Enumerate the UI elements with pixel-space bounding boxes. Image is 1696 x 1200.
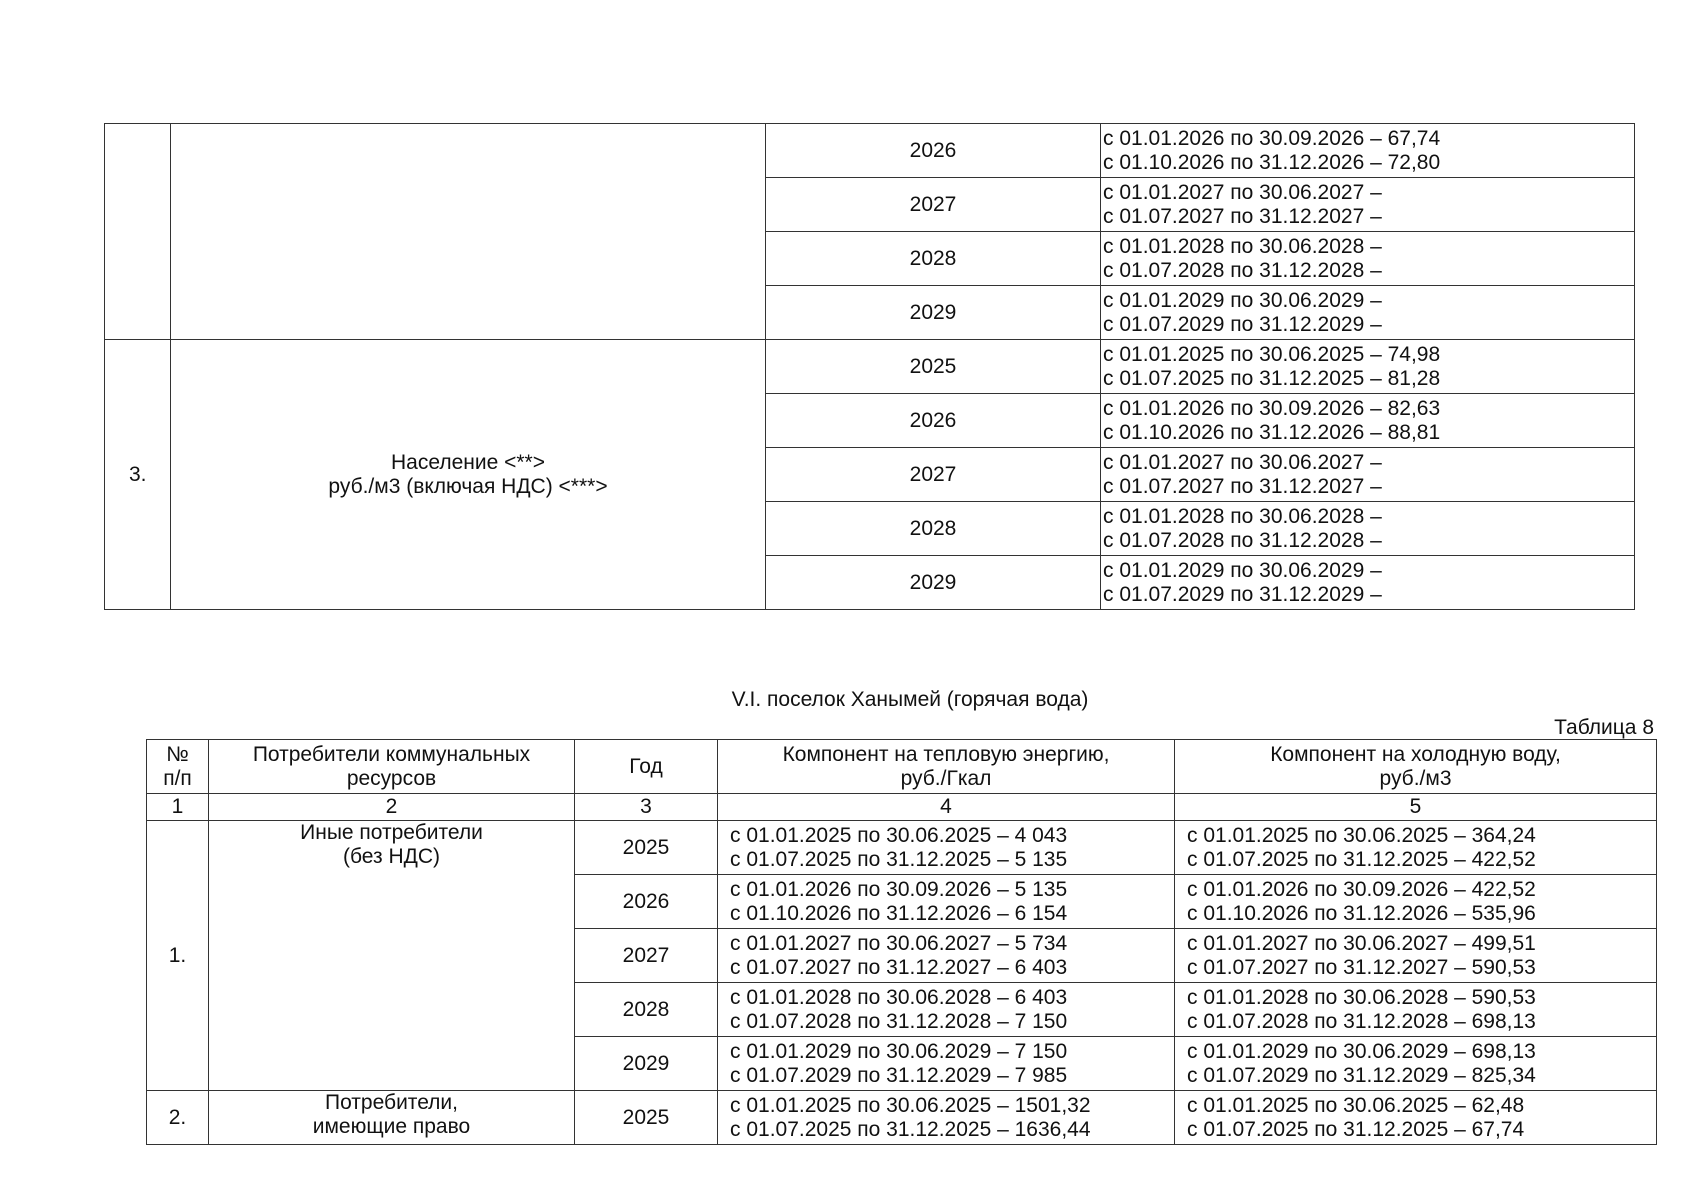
header-consumers [209, 740, 575, 794]
column-index: 5 [1175, 794, 1657, 821]
tariff-cell [1101, 394, 1635, 448]
tariff-line: с 01.01.2028 по 30.06.2028 – 590,53 [1187, 985, 1536, 1009]
consumer-name: имеющие право [312, 1115, 471, 1138]
column-index-row [147, 794, 1657, 821]
tariff-cell [1101, 502, 1635, 556]
consumer-name: (без НДС) [342, 845, 440, 868]
header-consumers-line: Потребители коммунальных [252, 742, 531, 766]
tariff-cell [1101, 286, 1635, 340]
heat-tariff-cell [718, 983, 1175, 1037]
year-cell: 2029 [575, 1037, 718, 1091]
header-water-line: Компонент на холодную воду, [1270, 742, 1561, 766]
year-cell: 2026 [766, 394, 1101, 448]
table-row [147, 821, 1657, 875]
header-consumers-line: ресурсов [346, 766, 437, 790]
tariff-line: с 01.10.2026 по 31.12.2026 – 88,81 [1103, 420, 1441, 444]
year-cell: 2029 [766, 556, 1101, 610]
tariff-line: с 01.07.2025 по 31.12.2025 – 81,28 [1103, 366, 1441, 390]
tariff-line: с 01.07.2029 по 31.12.2029 – 825,34 [1187, 1063, 1536, 1087]
consumer-cell [171, 124, 766, 340]
tariff-line: с 01.01.2026 по 30.09.2026 – 422,52 [1187, 877, 1536, 901]
water-tariff-cell [1175, 875, 1657, 929]
tariff-line: с 01.07.2025 по 31.12.2025 – 67,74 [1187, 1117, 1525, 1141]
tariff-line: с 01.07.2028 по 31.12.2028 – [1103, 528, 1382, 552]
tariff-line: с 01.10.2026 по 31.12.2026 – 535,96 [1187, 901, 1536, 925]
tariff-cell [1101, 232, 1635, 286]
tariff-line: с 01.07.2029 по 31.12.2029 – [1103, 582, 1382, 606]
tariff-line: с 01.07.2028 по 31.12.2028 – 698,13 [1187, 1009, 1536, 1033]
tariff-line: с 01.01.2029 по 30.06.2029 – 7 150 [730, 1039, 1068, 1063]
year-cell: 2025 [575, 821, 718, 875]
tariff-table-8 [146, 739, 1657, 1145]
year-cell: 2029 [766, 286, 1101, 340]
table-row [105, 124, 1635, 178]
tariff-line: с 01.01.2028 по 30.06.2028 – [1103, 504, 1382, 528]
heat-tariff-cell [718, 821, 1175, 875]
tariff-cell [1101, 340, 1635, 394]
tariff-line: с 01.07.2029 по 31.12.2029 – 7 985 [730, 1063, 1068, 1087]
water-tariff-cell [1175, 1091, 1657, 1145]
row-number-cell: 2. [147, 1091, 209, 1145]
row-number-cell: 1. [147, 821, 209, 1091]
section-title: V.I. поселок Ханымей (горячая вода) [731, 688, 1089, 711]
header-heat-component [718, 740, 1175, 794]
water-tariff-cell [1175, 1037, 1657, 1091]
tariff-line: с 01.01.2027 по 30.06.2027 – 499,51 [1187, 931, 1536, 955]
tariff-line: с 01.07.2025 по 31.12.2025 – 422,52 [1187, 847, 1536, 871]
tariff-line: с 01.01.2029 по 30.06.2029 – [1103, 558, 1382, 582]
header-water-line: руб./м3 [1379, 766, 1452, 790]
tariff-line: с 01.01.2027 по 30.06.2027 – 5 734 [730, 931, 1068, 955]
header-num-line: № [166, 742, 189, 766]
heat-tariff-cell [718, 875, 1175, 929]
header-row [147, 740, 1657, 794]
tariff-line: с 01.01.2028 по 30.06.2028 – [1103, 234, 1382, 258]
heat-tariff-cell [718, 929, 1175, 983]
tariff-line: с 01.01.2026 по 30.09.2026 – 82,63 [1103, 396, 1441, 420]
tariff-line: с 01.07.2029 по 31.12.2029 – [1103, 312, 1382, 336]
tariff-line: с 01.01.2027 по 30.06.2027 – [1103, 180, 1382, 204]
consumer-name: Потребители, [325, 1091, 458, 1114]
year-cell: 2025 [766, 340, 1101, 394]
tariff-line: с 01.07.2027 по 31.12.2027 – 6 403 [730, 955, 1068, 979]
consumer-cell [209, 821, 575, 1091]
tariff-line: с 01.07.2028 по 31.12.2028 – 7 150 [730, 1009, 1068, 1033]
row-number-cell: 3. [105, 340, 171, 610]
year-cell: 2027 [766, 178, 1101, 232]
water-tariff-cell [1175, 983, 1657, 1037]
tariff-line: с 01.07.2027 по 31.12.2027 – [1103, 204, 1382, 228]
tariff-line: с 01.01.2029 по 30.06.2029 – [1103, 288, 1382, 312]
consumer-name: Иные потребители [300, 821, 483, 844]
column-index: 3 [575, 794, 718, 821]
water-tariff-cell [1175, 929, 1657, 983]
header-water-component [1175, 740, 1657, 794]
tariff-line: с 01.07.2027 по 31.12.2027 – 590,53 [1187, 955, 1536, 979]
tariff-cell [1101, 448, 1635, 502]
year-cell: 2026 [575, 875, 718, 929]
tariff-line: с 01.01.2025 по 30.06.2025 – 4 043 [730, 823, 1068, 847]
year-cell: 2025 [575, 1091, 718, 1145]
year-cell: 2028 [766, 502, 1101, 556]
column-index: 4 [718, 794, 1175, 821]
tariff-line: с 01.07.2028 по 31.12.2028 – [1103, 258, 1382, 282]
consumer-name: Население <**> [391, 450, 545, 474]
consumer-cell [171, 340, 766, 610]
tariff-line: с 01.10.2026 по 31.12.2026 – 6 154 [730, 901, 1068, 925]
tariff-line: с 01.10.2026 по 31.12.2026 – 72,80 [1103, 150, 1441, 174]
table-row [105, 340, 1635, 394]
header-year: Год [575, 740, 718, 794]
year-cell: 2026 [766, 124, 1101, 178]
table-caption: Таблица 8 [1554, 716, 1654, 739]
tariff-table-continued [104, 123, 1635, 610]
tariff-line: с 01.01.2029 по 30.06.2029 – 698,13 [1187, 1039, 1536, 1063]
tariff-line: с 01.01.2028 по 30.06.2028 – 6 403 [730, 985, 1068, 1009]
year-cell: 2027 [766, 448, 1101, 502]
year-cell: 2027 [575, 929, 718, 983]
consumer-cell [209, 1091, 575, 1145]
heat-tariff-cell [718, 1037, 1175, 1091]
heat-tariff-cell [718, 1091, 1175, 1145]
tariff-line: с 01.01.2027 по 30.06.2027 – [1103, 450, 1382, 474]
column-index: 2 [209, 794, 575, 821]
year-cell: 2028 [766, 232, 1101, 286]
water-tariff-cell [1175, 821, 1657, 875]
year-cell: 2028 [575, 983, 718, 1037]
header-num [147, 740, 209, 794]
column-index: 1 [147, 794, 209, 821]
tariff-cell [1101, 178, 1635, 232]
tariff-line: с 01.01.2026 по 30.09.2026 – 67,74 [1103, 126, 1441, 150]
tariff-line: с 01.07.2025 по 31.12.2025 – 5 135 [730, 847, 1068, 871]
tariff-line: с 01.07.2027 по 31.12.2027 – [1103, 474, 1382, 498]
header-heat-line: руб./Гкал [900, 766, 992, 790]
tariff-line: с 01.07.2025 по 31.12.2025 – 1636,44 [730, 1117, 1091, 1141]
tariff-line: с 01.01.2025 по 30.06.2025 – 62,48 [1187, 1093, 1525, 1117]
tariff-line: с 01.01.2025 по 30.06.2025 – 74,98 [1103, 342, 1441, 366]
header-num-line: п/п [163, 766, 192, 790]
tariff-cell [1101, 124, 1635, 178]
consumer-unit: руб./м3 (включая НДС) <***> [328, 474, 608, 498]
row-number-cell [105, 124, 171, 340]
tariff-cell [1101, 556, 1635, 610]
tariff-line: с 01.01.2025 по 30.06.2025 – 364,24 [1187, 823, 1536, 847]
tariff-line: с 01.01.2025 по 30.06.2025 – 1501,32 [730, 1093, 1091, 1117]
table-row [147, 1091, 1657, 1145]
tariff-line: с 01.01.2026 по 30.09.2026 – 5 135 [730, 877, 1068, 901]
header-heat-line: Компонент на тепловую энергию, [782, 742, 1110, 766]
